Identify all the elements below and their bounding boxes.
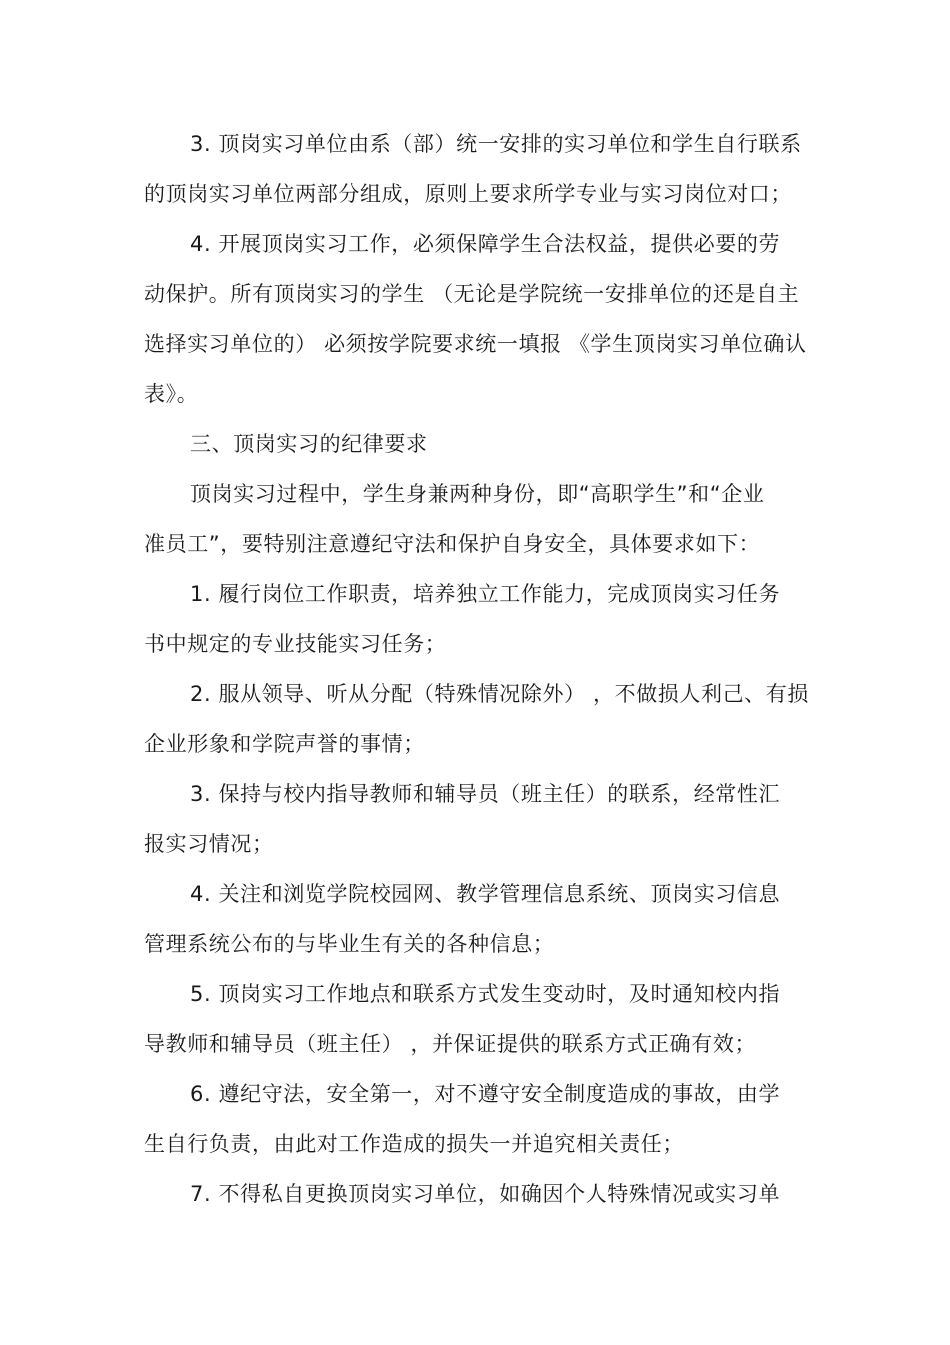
list-item-line: 4. 关注和浏览学院校园网、教学管理信息系统、顶岗实习信息 — [190, 882, 781, 906]
paragraph-line: 表》。 — [144, 382, 199, 406]
list-item-line: 报实习情况； — [144, 832, 274, 856]
list-item-line: 7. 不得私自更换顶岗实习单位，如确因个人特殊情况或实习单 — [190, 1182, 781, 1206]
list-item-line: 2. 服从领导、听从分配（特殊情况除外） ，不做损人利己、有损 — [190, 682, 809, 706]
paragraph-line: 的顶岗实习单位两部分组成，原则上要求所学专业与实习岗位对口； — [144, 182, 792, 206]
list-item-line: 1. 履行岗位工作职责，培养独立工作能力，完成顶岗实习任务 — [190, 582, 781, 606]
paragraph-line: 动保护。所有顶岗实习的学生 （无论是学院统一安排单位的还是自主 — [144, 282, 800, 306]
paragraph-line: 顶岗实习过程中，学生身兼两种身份，即“高职学生”和“企业 — [190, 482, 765, 506]
section-heading: 三、顶岗实习的纪律要求 — [190, 432, 428, 456]
list-item-line: 企业形象和学院声誉的事情； — [144, 732, 425, 756]
list-item-line: 3. 保持与校内指导教师和辅导员（班主任）的联系，经常性汇 — [190, 782, 781, 806]
list-item-line: 导教师和辅导员（班主任） ，并保证提供的联系方式正确有效； — [144, 1032, 757, 1056]
paragraph-line: 3. 顶岗实习单位由系（部）统一安排的实习单位和学生自行联系 — [190, 132, 802, 156]
list-item-line: 书中规定的专业技能实习任务； — [144, 632, 447, 656]
paragraph-line: 准员工”，要特别注意遵纪守法和保护自身安全，具体要求如下： — [144, 532, 761, 556]
list-item-line: 6. 遵纪守法，安全第一，对不遵守安全制度造成的事故，由学 — [190, 1082, 781, 1106]
list-item-line: 生自行负责，由此对工作造成的损失一并追究相关责任； — [144, 1132, 684, 1156]
list-item-line: 5. 顶岗实习工作地点和联系方式发生变动时，及时通知校内指 — [190, 982, 781, 1006]
list-item-line: 管理系统公布的与毕业生有关的各种信息； — [144, 932, 555, 956]
paragraph-line: 选择实习单位的） 必须按学院要求统一填报 《学生顶岗实习单位确认 — [144, 332, 807, 356]
paragraph-line: 4. 开展顶岗实习工作，必须保障学生合法权益，提供必要的劳 — [190, 232, 781, 256]
